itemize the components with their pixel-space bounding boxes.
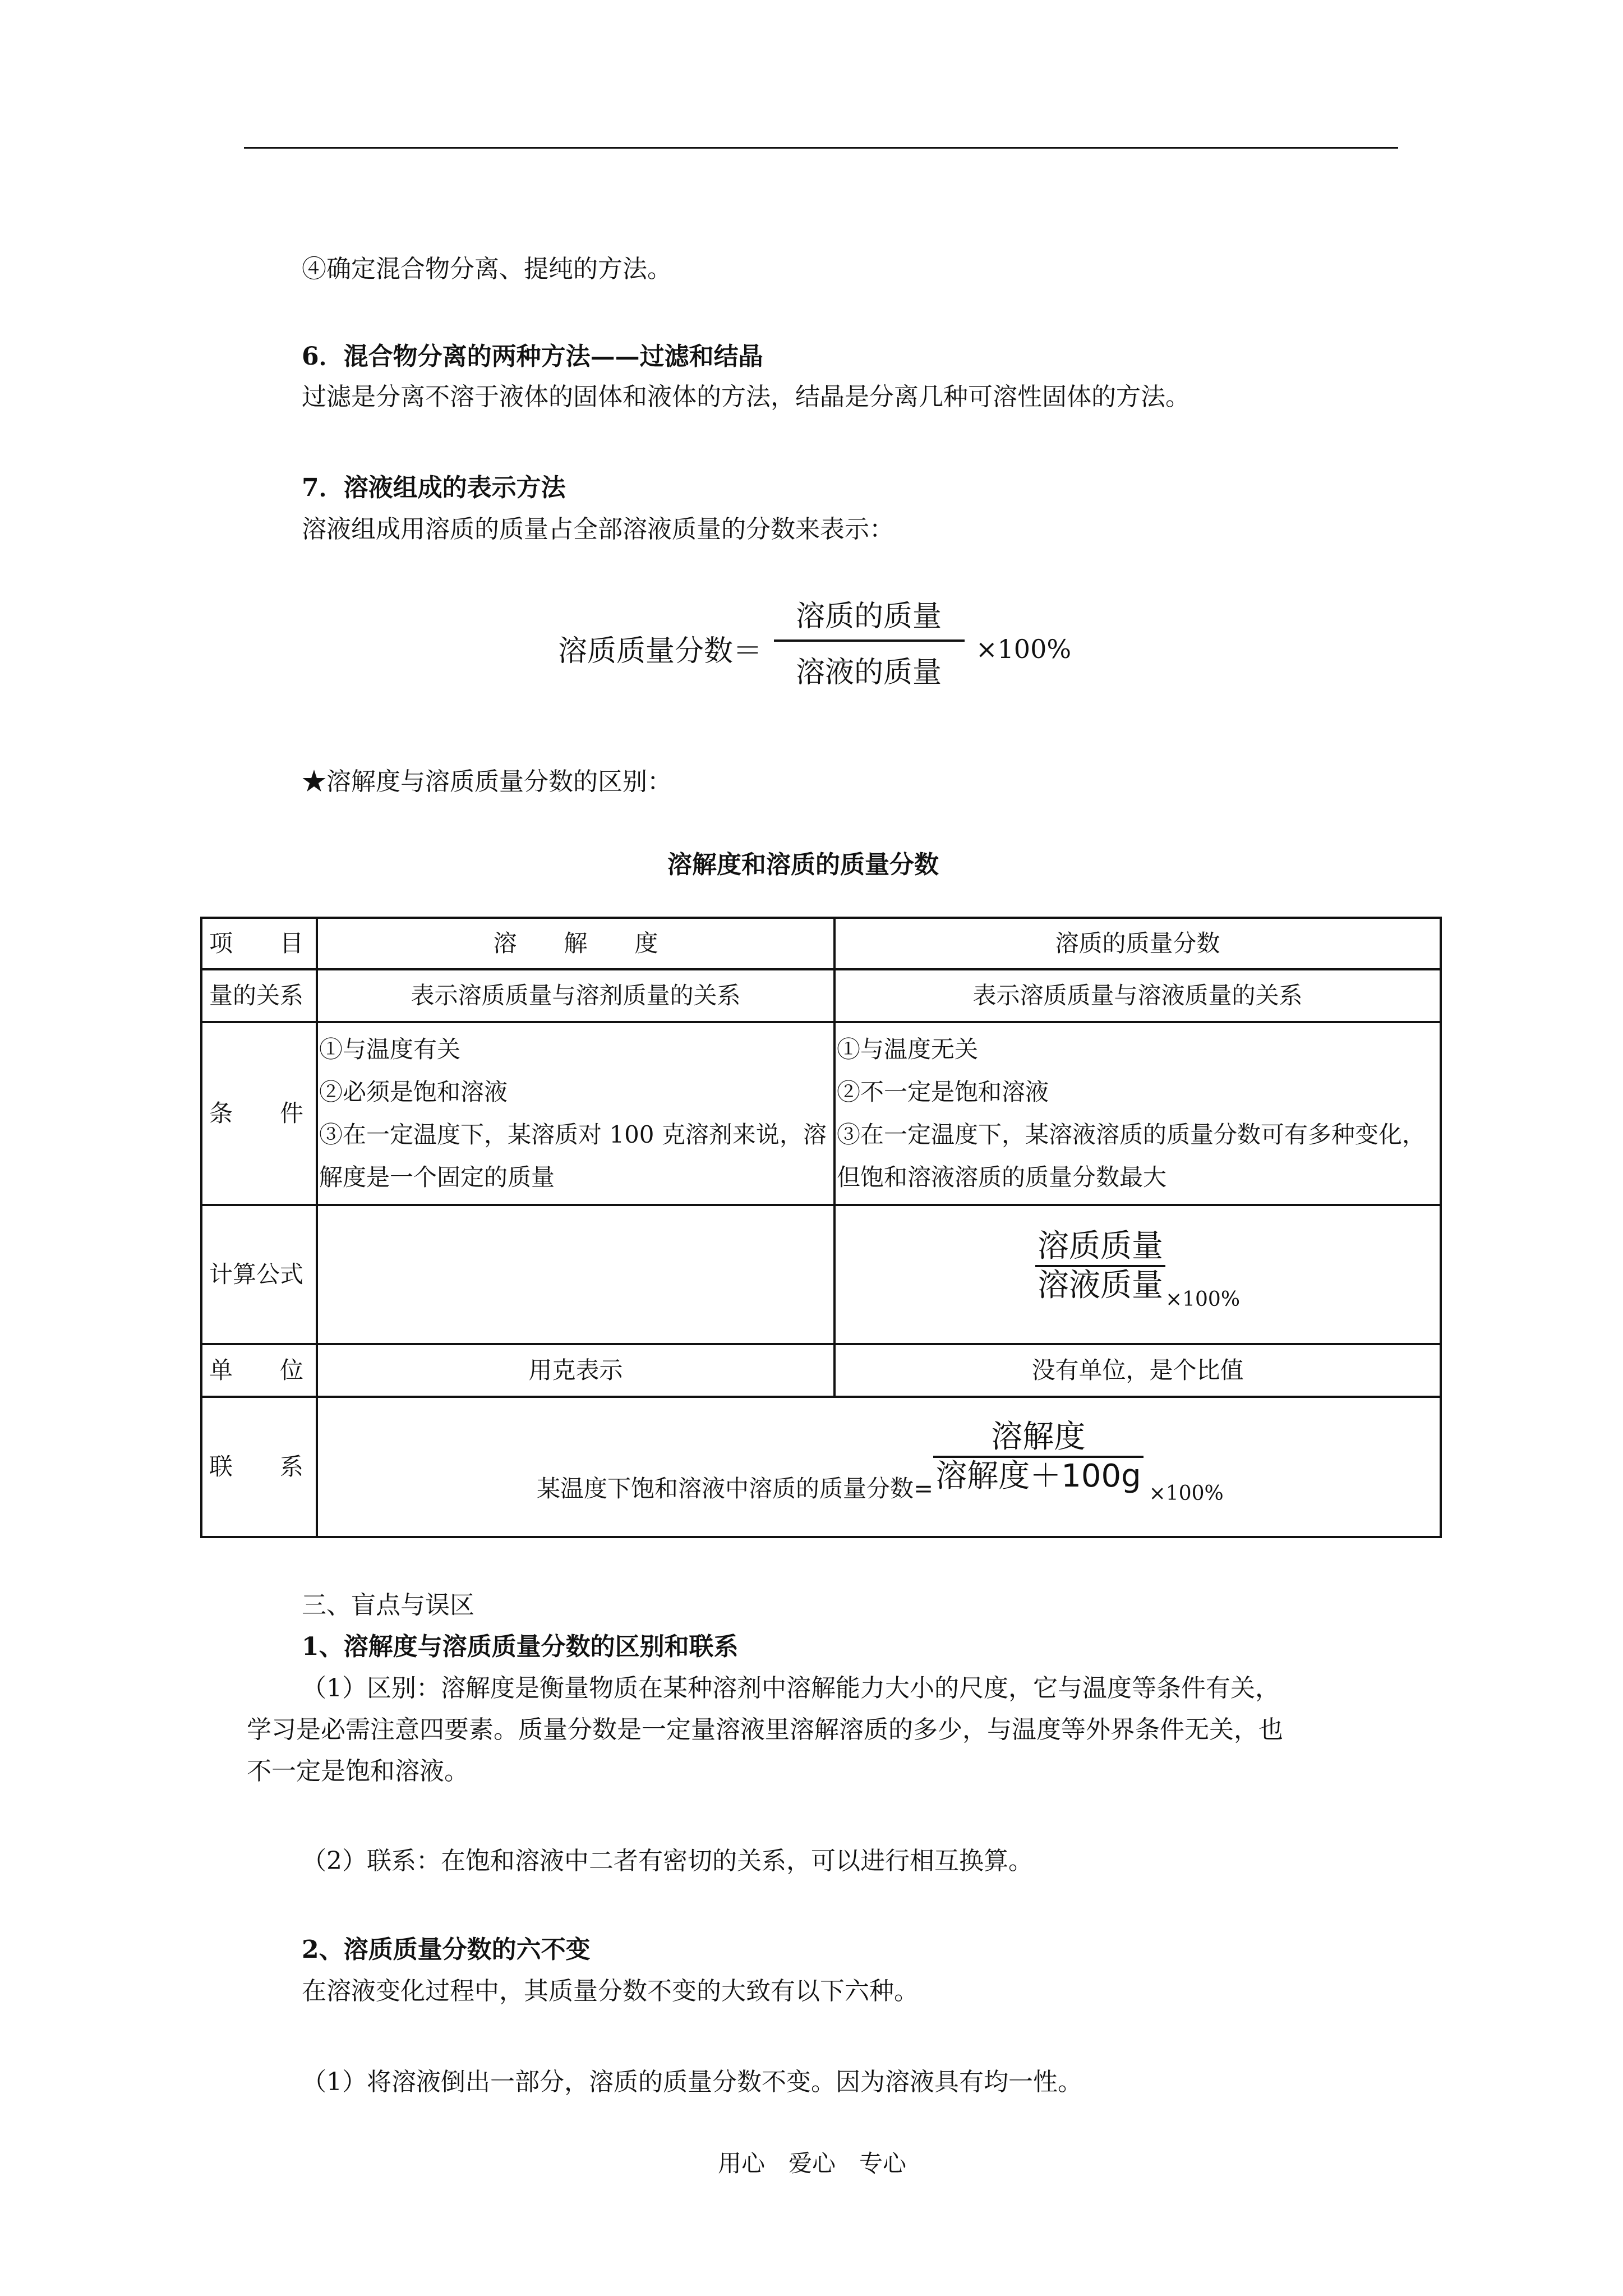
section-3-heading-1: 1、溶解度与溶质质量分数的区别和联系 xyxy=(302,1632,739,1661)
table-row-formula xyxy=(201,1205,1441,1344)
formula-denominator: 溶液的质量 xyxy=(795,656,942,689)
section-3-para-1b: 学习是必需注意四要素。质量分数是一定量溶液里溶解溶质的多少，与温度等外界条件无关，也 xyxy=(247,1715,1283,1744)
section-3-para-3: 在溶液变化过程中，其质量分数不变的大致有以下六种。 xyxy=(302,1977,919,2005)
mass-fraction-numerator: 溶质质量 xyxy=(1037,1228,1163,1264)
formula-times-100: ×100% xyxy=(976,634,1072,664)
comparison-table xyxy=(200,917,1442,1538)
formula-solubility-empty xyxy=(317,1205,834,1344)
section-3-para-4: （1）将溶液倒出一部分，溶质的质量分数不变。因为溶液具有均一性。 xyxy=(302,2068,1082,2096)
link-content xyxy=(317,1397,1441,1537)
formula-label: 计算公式 xyxy=(201,1205,317,1344)
link-numerator: 溶解度 xyxy=(991,1419,1086,1455)
relation-solubility: 表示溶质质量与溶剂质量的关系 xyxy=(317,969,834,1022)
page-footer: 用心 爱心 专心 xyxy=(718,2150,907,2177)
formula-lhs: 溶质质量分数＝ xyxy=(558,634,763,668)
table-row-relation xyxy=(201,969,1441,1022)
star-line: ★溶解度与溶质质量分数的区别： xyxy=(302,767,672,796)
unit-label: 单 位 xyxy=(201,1344,317,1397)
table-row-unit xyxy=(201,1344,1441,1397)
link-times: ×100% xyxy=(1149,1482,1224,1505)
link-fraction xyxy=(933,1419,1143,1495)
condition-mass-fraction-line: ①与温度无关 xyxy=(837,1036,979,1063)
condition-mass-fraction-line: ②不一定是饱和溶液 xyxy=(837,1078,1049,1106)
paragraph-7: 溶液组成用溶质的质量占全部溶液质量的分数来表示： xyxy=(302,515,894,544)
table-row-link xyxy=(201,1397,1441,1537)
section-3-title: 三、盲点与误区 xyxy=(302,1591,474,1619)
condition-label: 条 件 xyxy=(201,1022,317,1205)
heading-6: 6．混合物分离的两种方法——过滤和结晶 xyxy=(302,342,763,371)
formula-mass-fraction xyxy=(834,1205,1441,1344)
link-prefix: 某温度下饱和溶液中溶质的质量分数= xyxy=(537,1475,934,1502)
section-3-heading-2: 2、溶质质量分数的六不变 xyxy=(302,1935,591,1964)
section-3-para-1a: （1）区别：溶解度是衡量物质在某种溶剂中溶解能力大小的尺度，它与温度等条件有关， xyxy=(302,1674,1280,1703)
condition-solubility-line: ①与温度有关 xyxy=(319,1036,461,1063)
unit-solubility: 用克表示 xyxy=(317,1344,834,1397)
mass-fraction-denominator: 溶液质量 xyxy=(1037,1267,1163,1304)
unit-mass-fraction: 没有单位，是个比值 xyxy=(834,1344,1441,1397)
header-solubility: 溶 解 度 xyxy=(317,918,834,969)
header-item: 项 目 xyxy=(201,918,317,969)
relation-label: 量的关系 xyxy=(201,969,317,1022)
table-title: 溶解度和溶质的质量分数 xyxy=(667,850,939,879)
section-3-para-1c: 不一定是饱和溶液。 xyxy=(247,1757,469,1786)
table-row-header xyxy=(201,918,1441,969)
formula-numerator: 溶质的质量 xyxy=(795,600,942,633)
mass-fraction-fraction xyxy=(1035,1228,1165,1304)
condition-mass-fraction-line: 但饱和溶液溶质的质量分数最大 xyxy=(837,1163,1167,1191)
section-3-para-2: （2）联系：在饱和溶液中二者有密切的关系，可以进行相互换算。 xyxy=(302,1847,1033,1875)
condition-solubility-line: ②必须是饱和溶液 xyxy=(319,1078,508,1106)
heading-7: 7．溶液组成的表示方法 xyxy=(302,473,566,502)
condition-mass-fraction-line: ③在一定温度下，某溶液溶质的质量分数可有多种变化， xyxy=(837,1121,1426,1148)
condition-solubility-line: ③在一定温度下，某溶质对 100 克溶剂来说，溶 xyxy=(319,1121,827,1148)
mass-fraction-times: ×100% xyxy=(1165,1288,1241,1311)
header-mass-fraction: 溶质的质量分数 xyxy=(834,918,1441,969)
table-row-condition xyxy=(201,1022,1441,1205)
condition-solubility xyxy=(317,1022,834,1205)
condition-solubility-line: 解度是一个固定的质量 xyxy=(319,1163,555,1191)
text-line-method: ④确定混合物分离、提纯的方法。 xyxy=(302,255,672,283)
header-rule xyxy=(244,147,1398,149)
formula-fraction-bar xyxy=(774,639,965,642)
condition-mass-fraction xyxy=(834,1022,1441,1205)
paragraph-6: 过滤是分离不溶于液体的固体和液体的方法，结晶是分离几种可溶性固体的方法。 xyxy=(302,383,1190,411)
link-label: 联 系 xyxy=(201,1397,317,1537)
link-denominator: 溶解度＋100g xyxy=(935,1458,1141,1494)
relation-mass-fraction: 表示溶质质量与溶液质量的关系 xyxy=(834,969,1441,1022)
